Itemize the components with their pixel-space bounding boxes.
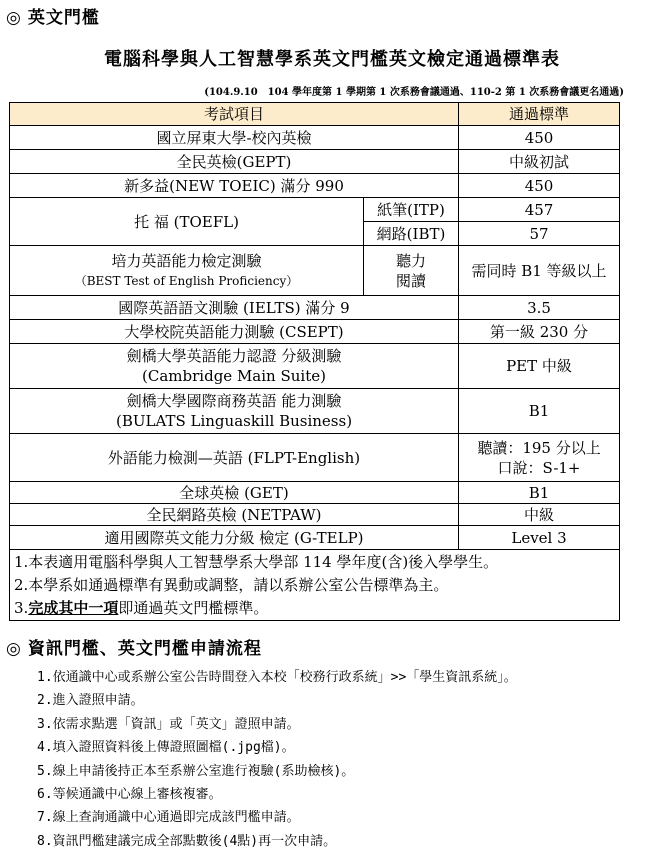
exam-item-name: 劍橋大學英語能力認證 分級測驗 <box>126 347 342 365</box>
table-row <box>10 482 620 504</box>
pass-standard <box>459 434 620 482</box>
table-row <box>10 344 620 389</box>
exam-subitem: 網路(IBT) <box>364 222 459 246</box>
table-row <box>10 198 620 222</box>
note-3-number: 3. <box>14 598 29 617</box>
pass-standard: 中級 <box>459 504 620 526</box>
pass-standard: 57 <box>459 222 620 246</box>
pass-standard: Level 3 <box>459 526 620 550</box>
section-heading-english <box>6 3 100 28</box>
exam-item-english: (Cambridge Main Suite) <box>142 367 326 385</box>
list-item: 4.填入證照資料後上傳證照圖檔(.jpg檔)。 <box>37 740 295 756</box>
exam-item: 外語能力檢測—英語 (FLPT-English) <box>10 434 459 482</box>
section-title: 資訊門檻、英文門檻申請流程 <box>27 639 262 659</box>
list-item: 5.線上申請後持正本至系辦公室進行複驗(系助檢核)。 <box>37 763 355 779</box>
table-row <box>10 246 620 296</box>
list-item: 2.進入證照申請。 <box>37 693 144 709</box>
exam-item-english: (BULATS Linguaskill Business) <box>115 412 353 430</box>
pass-standard: 第一級 230 分 <box>459 320 620 344</box>
double-circle-icon: ◎ <box>6 8 22 28</box>
table-row <box>10 174 620 198</box>
application-steps <box>37 666 517 853</box>
pass-standard: B1 <box>459 482 620 504</box>
section-heading-application <box>6 634 262 659</box>
header-exam-item: 考試項目 <box>10 103 459 126</box>
notes-cell <box>10 550 620 621</box>
note-1: 1.本表適用電腦科學與人工智慧學系大學部 114 學年度(含)後入學學生。 <box>14 552 499 571</box>
exam-item: 適用國際英文能力分級 檢定 (G-TELP) <box>10 526 459 550</box>
exam-item: 全民網路英檢 (NETPAW) <box>10 504 459 526</box>
pass-standard: 450 <box>459 174 620 198</box>
pass-standard: B1 <box>459 389 620 434</box>
list-item: 8.資訊門檻建議完成全部點數後(4點)再一次申請。 <box>37 833 337 849</box>
section-title: 英文門檻 <box>27 8 100 28</box>
list-item: 3.依需求點選「資訊」或「英文」證照申請。 <box>37 716 300 732</box>
exam-item-name: 培力英語能力檢定測驗 <box>111 251 262 270</box>
pass-standard: 450 <box>459 126 620 150</box>
exam-item <box>10 344 459 389</box>
note-3-emphasis: 完成其中一項 <box>28 598 119 617</box>
standards-table <box>9 102 620 621</box>
exam-item: 新多益(NEW TOEIC) 滿分 990 <box>10 174 459 198</box>
note-2: 2.本學系如通過標準有異動或調整，請以系辦公室公告標準為主。 <box>14 575 449 594</box>
exam-subitem: 紙筆(ITP) <box>364 198 459 222</box>
note-3-text: 即通過英文門檻標準。 <box>118 598 269 617</box>
notes-row <box>10 550 620 621</box>
exam-item: 國立屏東大學-校內英檢 <box>10 126 459 150</box>
standard-listening-reading: 聽讀：195 分以上 <box>477 438 601 457</box>
subitem-listening: 聽力 <box>396 251 427 270</box>
exam-item <box>10 389 459 434</box>
table-row <box>10 320 620 344</box>
table-row <box>10 126 620 150</box>
exam-item: 全民英檢(GEPT) <box>10 150 459 174</box>
exam-subitem <box>364 246 459 296</box>
exam-item-english: （BEST Test of English Proficiency） <box>74 273 299 288</box>
table-row <box>10 434 620 482</box>
list-item: 6.等候通識中心線上審核複審。 <box>37 786 222 802</box>
table-header-row <box>10 103 620 126</box>
table-row <box>10 150 620 174</box>
pass-standard: 3.5 <box>459 296 620 320</box>
pass-standard: 中級初試 <box>459 150 620 174</box>
pass-standard: PET 中級 <box>459 344 620 389</box>
pass-standard: 457 <box>459 198 620 222</box>
subitem-reading: 閱讀 <box>396 271 427 290</box>
note-3 <box>14 597 617 620</box>
exam-item: 全球英檢 (GET) <box>10 482 459 504</box>
exam-item: 國際英語語文測驗 (IELTS) 滿分 9 <box>10 296 459 320</box>
list-item: 7.線上查詢通識中心通過即完成該門檻申請。 <box>37 810 300 826</box>
list-item: 1.依通識中心或系辦公室公告時間登入本校「校務行政系統」>>「學生資訊系統」。 <box>37 670 517 685</box>
exam-item-name: 劍橋大學國際商務英語 能力測驗 <box>126 392 342 410</box>
table-row <box>10 296 620 320</box>
exam-item: 大學校院英語能力測驗 (CSEPT) <box>10 320 459 344</box>
document-subtitle: (104.9.10 104 學年度第 1 學期第 1 次系務會議通過、110-2 第 1 次系務會議更名通過) <box>204 87 624 98</box>
table-row <box>10 504 620 526</box>
exam-item: 托 福 (TOEFL) <box>10 198 364 246</box>
document-title: 電腦科學與人工智慧學系英文門檻英文檢定通過標準表 <box>104 49 560 70</box>
standard-speaking: 口說：S-1+ <box>497 458 581 477</box>
pass-standard: 需同時 B1 等級以上 <box>459 246 620 296</box>
double-circle-icon: ◎ <box>6 639 22 659</box>
table-row <box>10 526 620 550</box>
header-pass-standard: 通過標準 <box>459 103 620 126</box>
exam-item <box>10 246 364 296</box>
table-row <box>10 389 620 434</box>
